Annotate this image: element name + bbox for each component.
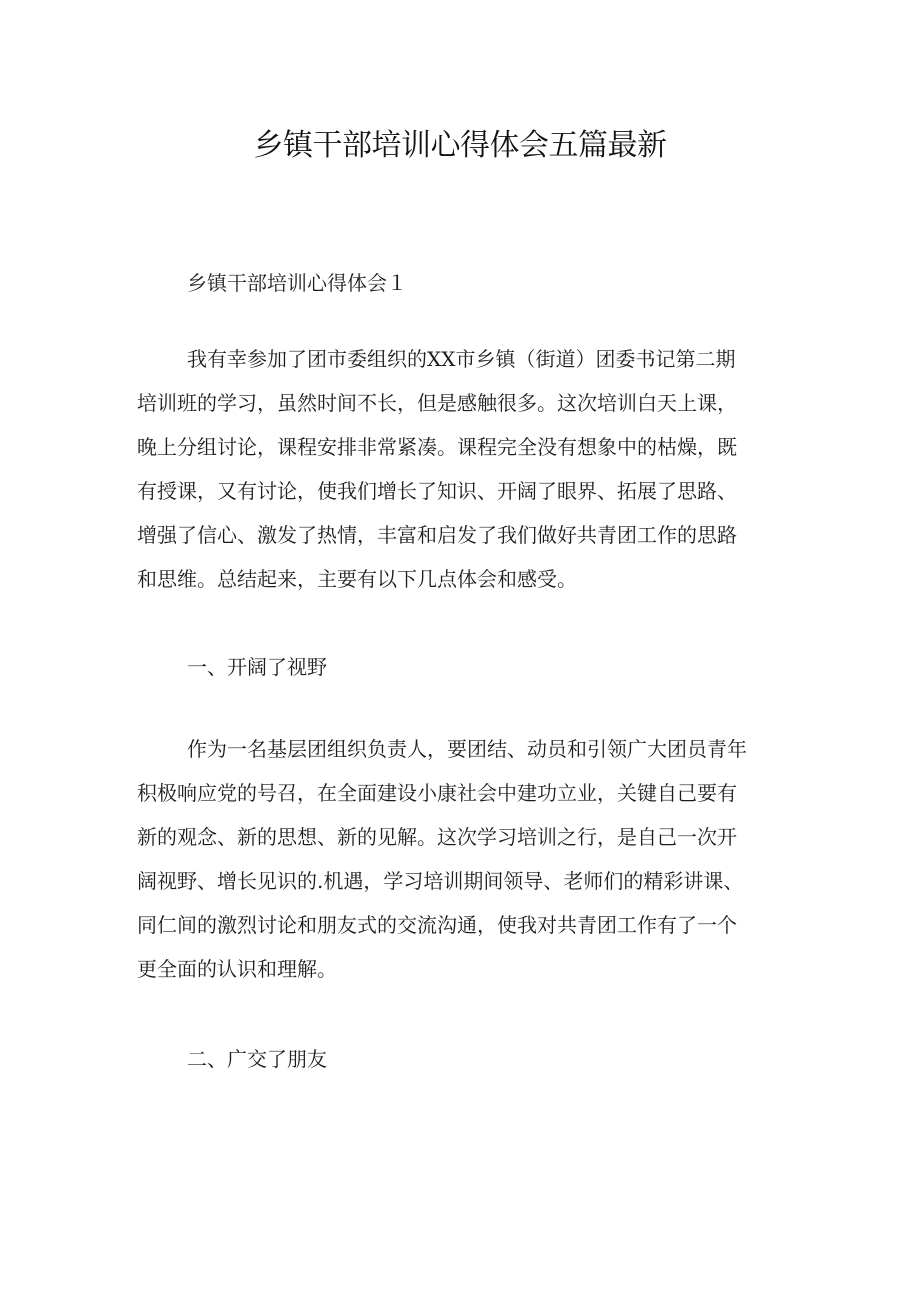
- paragraph-intro: [137, 344, 797, 594]
- subtitle-text: 乡镇干部培训心得体会１: [187, 271, 407, 295]
- paragraph-line: 增强了信心、激发了热情，丰富和启发了我们做好共青团工作的思路: [137, 523, 737, 547]
- paragraph-line: 培训班的学习，虽然时间不长，但是感触很多。这次培训白天上课，: [137, 391, 737, 415]
- section-heading-2: [187, 1044, 327, 1074]
- paragraph-section-1: [137, 734, 797, 984]
- paragraph-line: 同仁间的激烈讨论和朋友式的交流沟通，使我对共青团工作有了一个: [137, 913, 737, 937]
- heading-text: 二、广交了朋友: [187, 1047, 327, 1071]
- paragraph-line: 阔视野、增长见识的.机遇，学习培训期间领导、老师们的精彩讲课、: [137, 869, 744, 893]
- paragraph-line: 晚上分组讨论，课程安排非常紧凑。课程完全没有想象中的枯燥，既: [137, 435, 737, 459]
- paragraph-line: 我有幸参加了团市委组织的XX市乡镇（街道）团委书记第二期: [187, 347, 736, 371]
- section-heading-1: [187, 652, 327, 682]
- paragraph-line: 有授课，又有讨论，使我们增长了知识、开阔了眼界、拓展了思路、: [137, 479, 737, 503]
- paragraph-line: 和思维。总结起来，主要有以下几点体会和感受。: [137, 567, 577, 591]
- section-subtitle: [187, 268, 407, 298]
- document-title: 乡镇干部培训心得体会五篇最新: [253, 128, 667, 163]
- paragraph-line: 更全面的认识和理解。: [137, 957, 337, 981]
- heading-text: 一、开阔了视野: [187, 655, 327, 679]
- paragraph-line: 新的观念、新的思想、新的见解。这次学习培训之行，是自己一次开: [137, 825, 737, 849]
- paragraph-line: 作为一名基层团组织负责人，要团结、动员和引领广大团员青年: [187, 737, 747, 761]
- paragraph-line: 积极响应党的号召，在全面建设小康社会中建功立业，关键自己要有: [137, 781, 737, 805]
